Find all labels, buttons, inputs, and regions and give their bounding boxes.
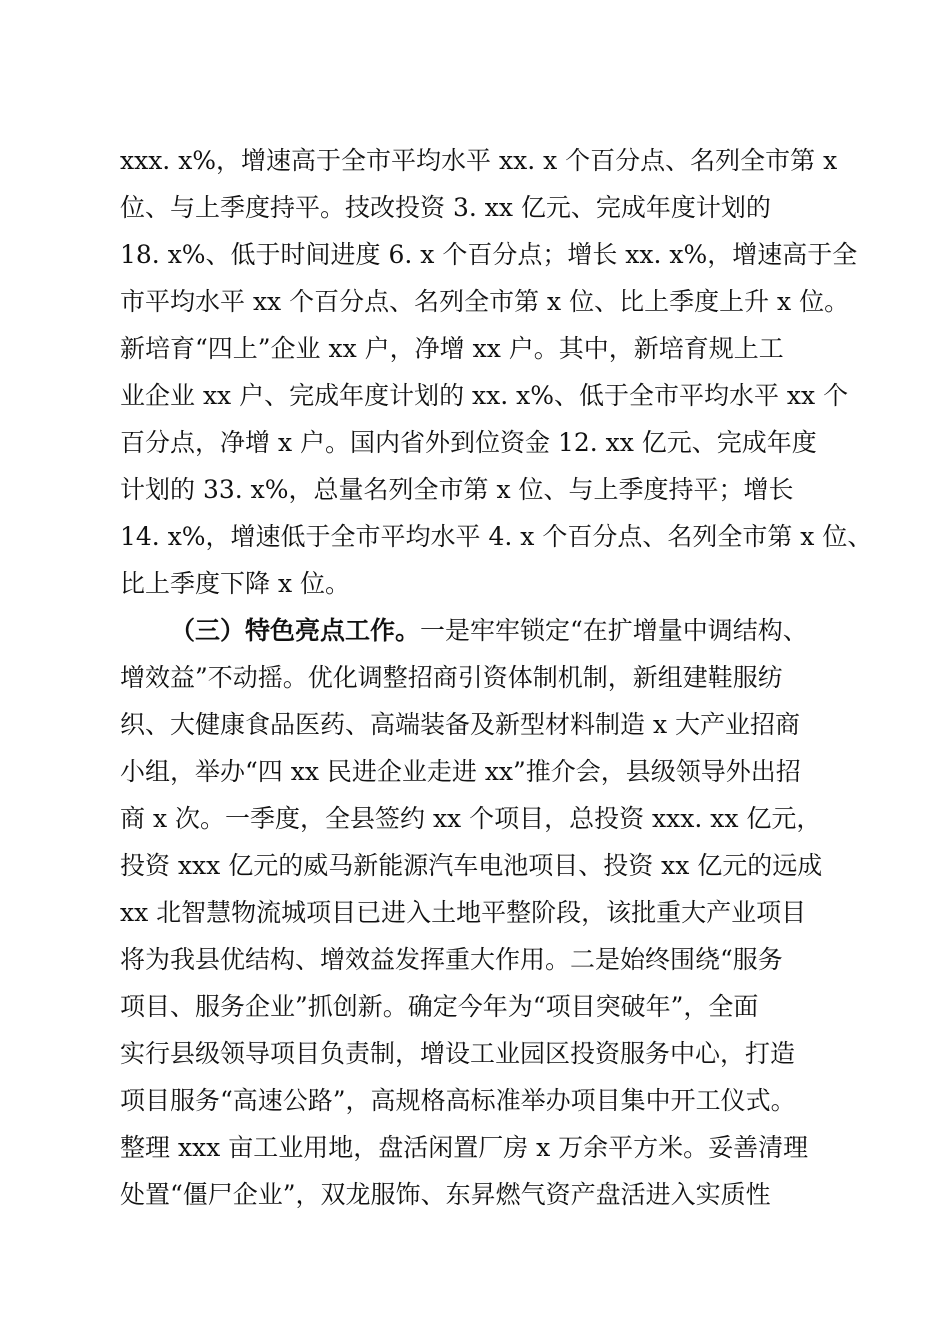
body-text-line: 位、与上季度持平。技改投资 3. xx 亿元、完成年度计划的 [120,193,771,222]
body-text-line: 百分点，净增 x 户。国内省外到位资金 12. xx 亿元、完成年度 [120,428,817,457]
section-heading: （三）特色亮点工作。 [170,616,421,645]
body-text-line: 18. x%、低于时间进度 6. x 个百分点；增长 xx. x%，增速高于全 [120,240,858,269]
body-text-line: 市平均水平 xx 个百分点、名列全市第 x 位、比上季度上升 x 位。 [120,287,850,316]
section-text-line: 增效益”不动摇。优化调整招商引资体制机制，新组建鞋服纺 [120,663,783,692]
body-text-line: 比上季度下降 x 位。 [120,569,350,598]
section-text-line: 投资 xxx 亿元的威马新能源汽车电池项目、投资 xx 亿元的远成 [120,851,823,880]
body-text-line: 业企业 xx 户、完成年度计划的 xx. x%、低于全市平均水平 xx 个 [120,381,849,410]
section-text-line: 商 x 次。一季度，全县签约 xx 个项目，总投资 xxx. xx 亿元， [120,804,822,833]
section-text-line: 实行县级领导项目负责制，增设工业园区投资服务中心，打造 [120,1039,796,1068]
section-first-line-text: 一是牢牢锁定“在扩增量中调结构、 [420,616,808,645]
section-text-line: 项目服务“高速公路”，高规格高标准举办项目集中开工仪式。 [120,1086,796,1115]
section-text-line: 小组，举办“四 xx 民进企业走进 xx”推介会，县级领导外出招 [120,757,801,786]
section-text-line: 织、大健康食品医药、高端装备及新型材料制造 x 大产业招商 [120,710,800,739]
section-text-line: xx 北智慧物流城项目已进入土地平整阶段，该批重大产业项目 [120,898,807,927]
body-text-line: 新培育“四上”企业 xx 户，净增 xx 户。其中，新培育规上工 [120,334,784,363]
section-text-line: 项目、服务企业”抓创新。确定今年为“项目突破年”，全面 [120,992,759,1021]
section-first-line [170,616,808,646]
body-text-line: 计划的 33. x%，总量名列全市第 x 位、与上季度持平；增长 [120,475,794,504]
section-text-line: 整理 xxx 亩工业用地，盘活闲置厂房 x 万余平方米。妥善清理 [120,1133,809,1162]
body-text-line: xxx. x%，增速高于全市平均水平 xx. x 个百分点、名列全市第 x [120,146,838,175]
body-text-line: 14. x%，增速低于全市平均水平 4. x 个百分点、名列全市第 x 位、 [120,522,873,551]
section-text-line: 将为我县优结构、增效益发挥重大作用。二是始终围绕“服务 [120,945,783,974]
section-text-line: 处置“僵尸企业”，双龙服饰、东昇燃气资产盘活进入实质性 [120,1180,771,1209]
